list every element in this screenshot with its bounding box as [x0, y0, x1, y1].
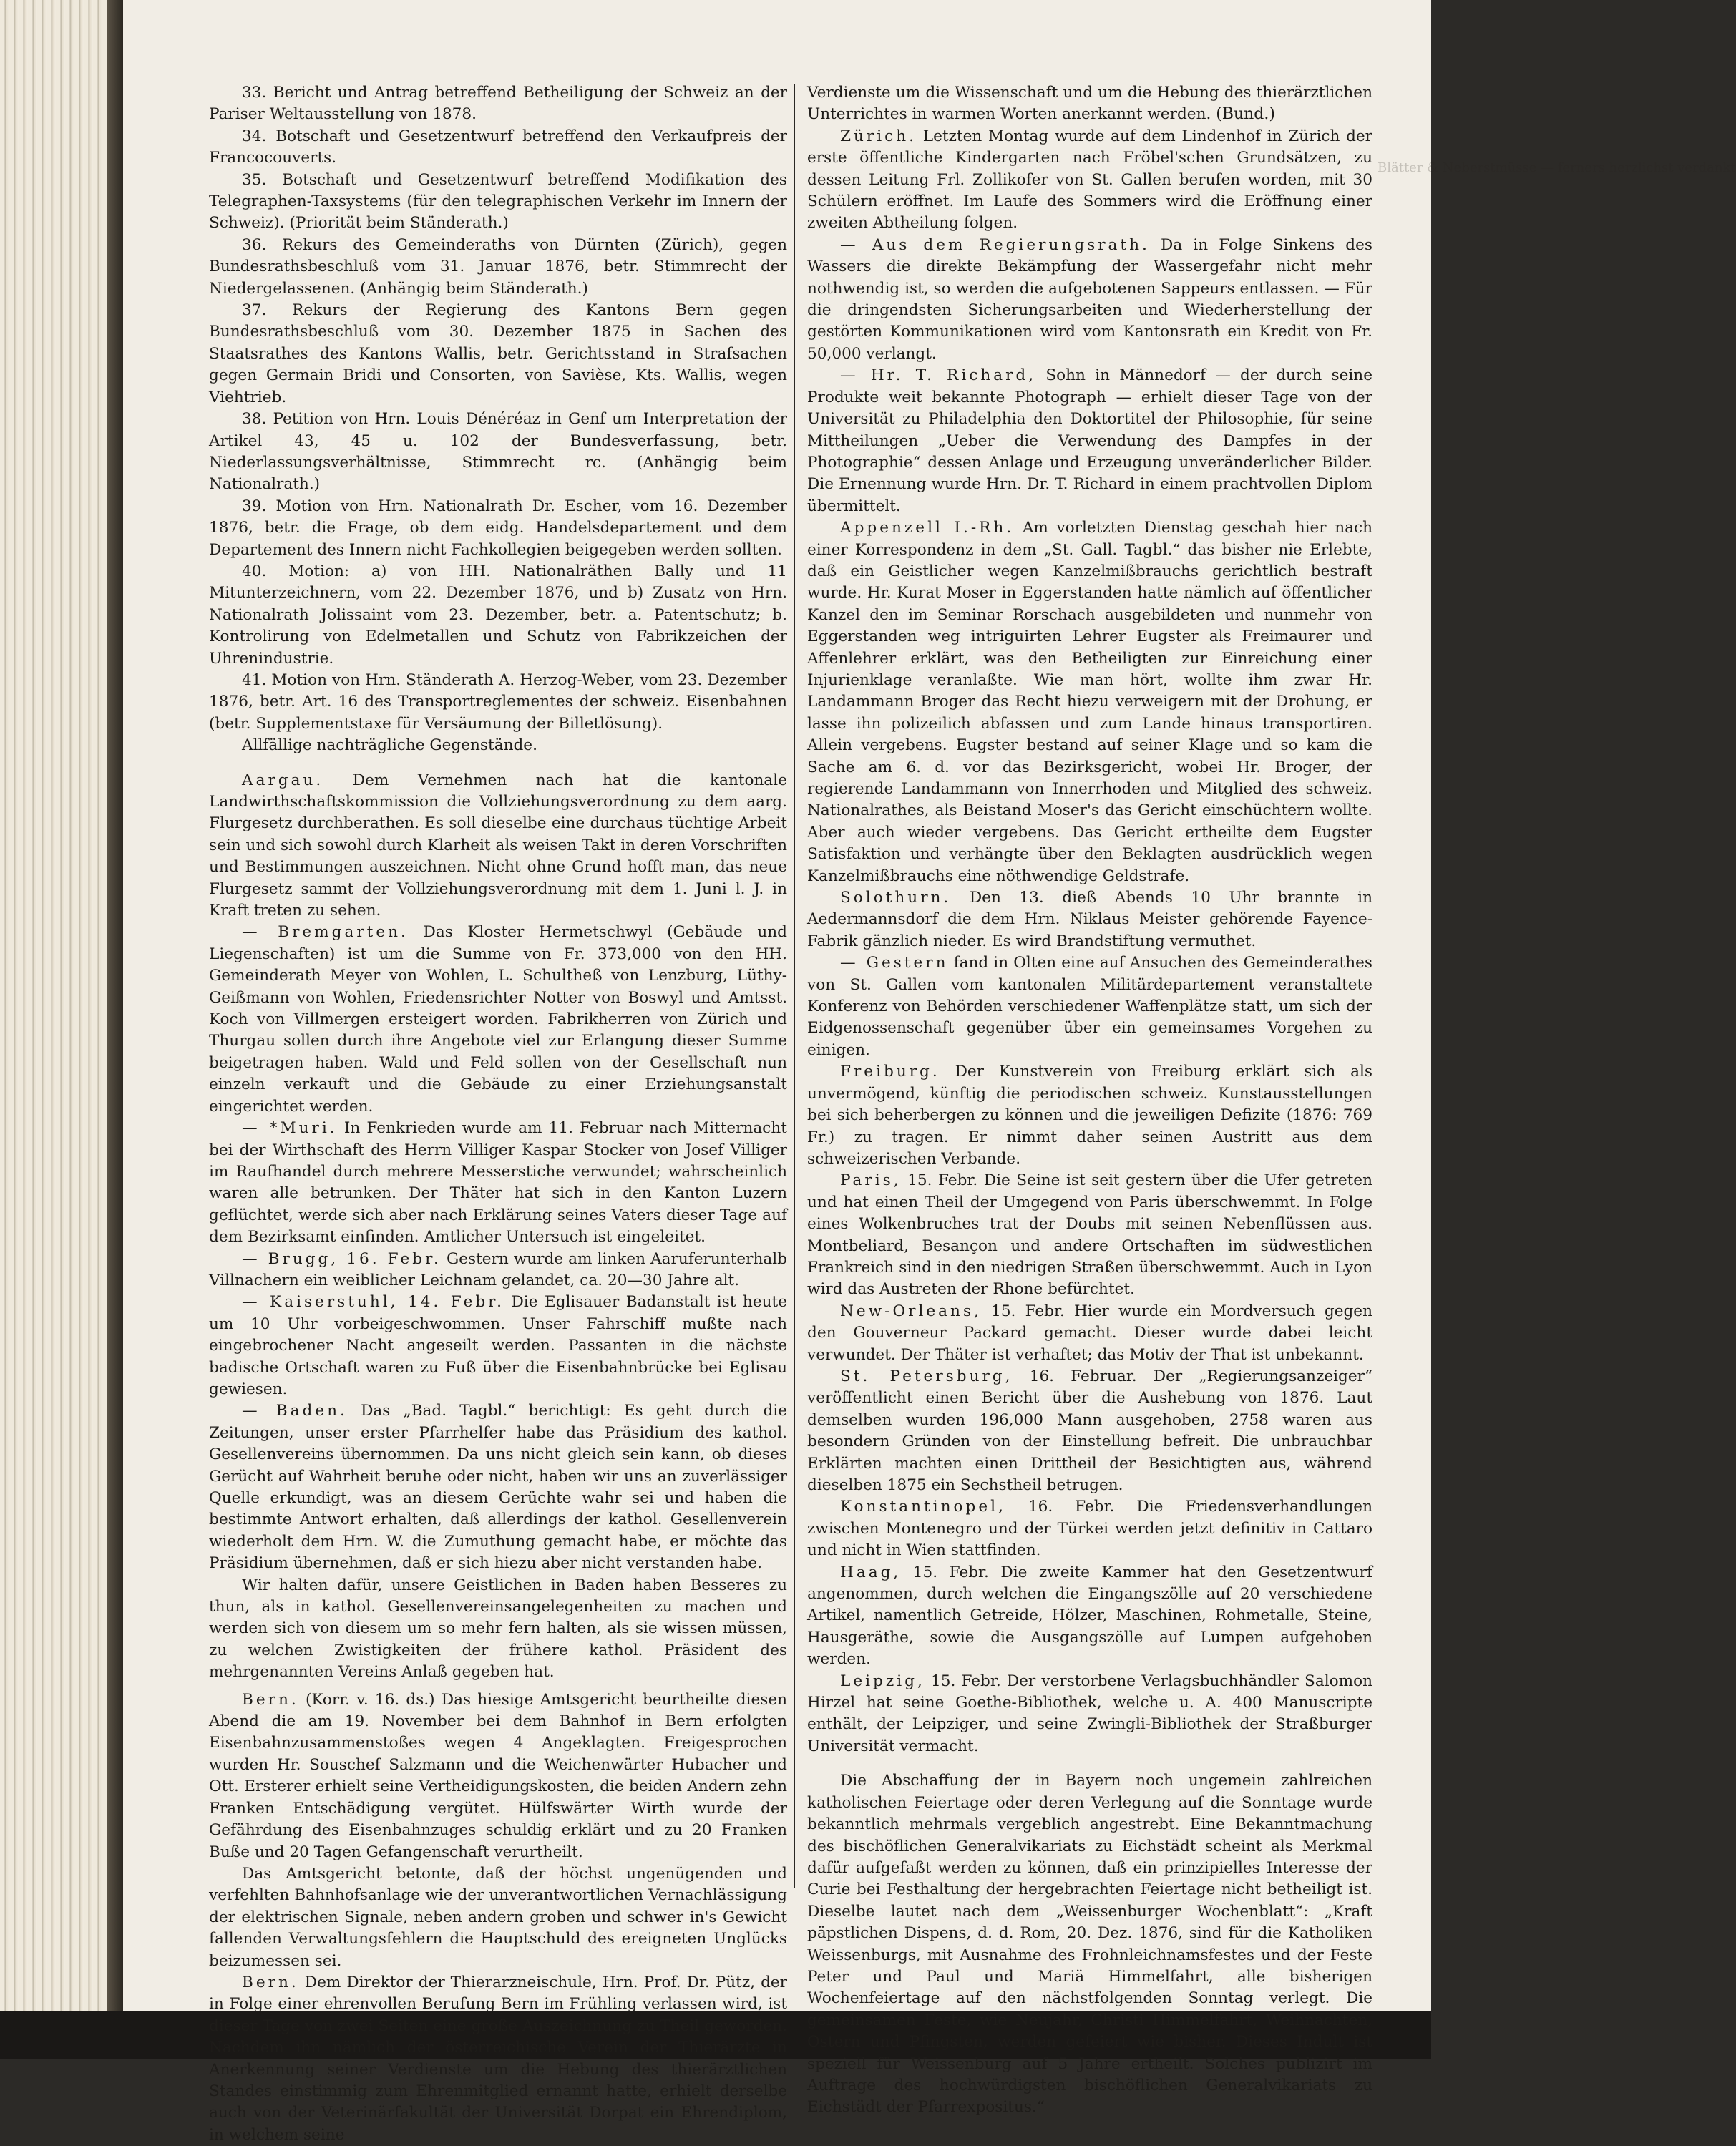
- dateline: Haag,: [840, 1563, 902, 1581]
- dateline: St. Petersburg,: [840, 1367, 1013, 1385]
- article-text: 16. Febr. Die Friedensverhandlungen zwischen Montenegro und der Türkei werden jetzt definitiv in Cattaro und nicht in Wien stattfinden.: [807, 1498, 1372, 1560]
- article-zuerich: [807, 126, 1372, 235]
- dateline: — Gestern: [840, 954, 949, 972]
- article-text: Dem Direktor der Thierarzneischule, Hrn. Prof. Dr. Pütz, der in Folge einer ehrenvollen Berufung Bern im Frühling verlassen wird, ist dieser Tage von zwei Seiten eine große Auszeichnung zu Theil geworden. Nachdem ihn nämlich der österreichische Verein der Thierärzte in Anerkennung seiner Verdienste um die Hebung des thierärztlichen Standes einstimmig zum Ehrenmitglied ernannt hatte, erhielt derselbe auch von der Veterinärfakultät der Universität Dorpat ein Ehrendiplom, in welchem seine: [209, 1973, 787, 2144]
- dateline: New-Orleans,: [840, 1302, 982, 1320]
- dateline: Zürich.: [840, 127, 917, 145]
- dateline: — Aus dem Regierungsrath.: [840, 235, 1150, 254]
- source-attribution: (Bund.): [1216, 105, 1275, 124]
- article-text: fand in Olten eine auf Ansuchen des Gemeinderathes von St. Gallen vom kantonalen Militärdepartement veranstaltete Konferenz von Behörden verschiedener Waffenplätze statt, um sich der Eidgenossenschaft gegenüber über ein gemeinsames Vorgehen zu einigen.: [807, 954, 1373, 1059]
- article-text: Wir halten dafür, unsere Geistlichen in Baden haben Besseres zu thun, als in kathol. Gesellenvereinsangelegenheiten zu machen und werden sich von diesem um so mehr fern halten, als sie wissen müssen, zu welchen Zwistigkeiten der frühere kathol. Präsident des mehrgenannten Vereins Anlaß gegeben hat.: [209, 1576, 787, 1682]
- article-text: 37. Rekurs der Regierung des Kantons Bern gegen Bundesrathsbeschluß vom 30. Dezember 1875 in Sachen des Staatsrathes des Kantons Wallis, betr. Gerichtsstand in Strafsachen gegen Germain Bridi und Consorten, von Savièse, Kts. Wallis, wegen Viehtrieb.: [209, 301, 787, 406]
- article-new-orleans: [807, 1301, 1372, 1366]
- dateline: Bern.: [242, 1690, 299, 1709]
- article-item-misc: [209, 735, 787, 756]
- article-text: 39. Motion von Hrn. Nationalrath Dr. Escher, vom 16. Dezember 1876, betr. die Frage, ob dem eidg. Handelsdepartement und dem Departement des Innern nicht Fachkollegien beigegeben werden sollten.: [209, 497, 787, 559]
- dateline: Paris,: [840, 1171, 902, 1190]
- article-text: 38. Petition von Hrn. Louis Dénéréaz in Genf um Interpretation der Artikel 43, 45 u. 102 der Bundesverfassung, betr. Niederlassungsverhältnisse, Stimmrecht rc. (Anhängig beim Nationalrath.): [209, 410, 787, 494]
- article-item-38: [209, 409, 787, 496]
- dateline: — Baden.: [242, 1402, 348, 1420]
- dateline: Freiburg.: [840, 1063, 940, 1081]
- article-text: Allfällige nachträgliche Gegenstände.: [242, 736, 537, 755]
- article-text: Das Kloster Hermetschwyl (Gebäude und Liegenschaften) ist um die Summe von Fr. 373,000 von den HH. Gemeinderath Meyer von Wohlen, L. Schultheß von Lenzburg, Lüthy-Geißmann von Wohlen, Friedensrichter Notter von Boswyl und Amtsst. Koch von Villmergen ersteigert worden. Fabrikherren von Zürich und Thurgau sollen durch ihre Angebote viel zur Erlangung dieser Summe beigetragen haben. Wald und Feld sollen von der Gesellschaft nun einzeln verkauft und die Gebäude zu einer Erziehungsanstalt eingerichtet werden.: [209, 923, 787, 1116]
- dateline: Aargau.: [242, 771, 324, 789]
- article-bayern: [807, 1770, 1372, 2119]
- article-kaiserstuhl: [209, 1292, 787, 1400]
- article-text: Sohn in Männedorf — der durch seine Produkte weit bekannte Photograph — erhielt dieser Tage von der Universität zu Philadelphia den Doktortitel der Philosophie, für seine Mittheilungen „Ueber die Verwendung des Dampfes in der Photographie“ dessen Anlage und Erzeugung unveränderlicher Bilder. Die Ernennung wurde Hrn. Dr. T. Richard in einem prachtvollen Diplom übermittelt.: [807, 366, 1372, 515]
- bleed-through-text: Blätter & Neberstmüsse — ferners herzlichst verdankt: [1377, 160, 1736, 175]
- article-text: Letzten Montag wurde auf dem Lindenhof in Zürich der erste öffentliche Kindergarten nach Fröbel'schen Grundsätzen, zu dessen Leitung Frl. Zollikofer von St. Gallen berufen worden, mit 30 Schülern eröffnet. Im Laufe des Sommers wird die Eröffnung einer zweiten Abtheilung folgen.: [807, 127, 1372, 233]
- dateline: Leipzig,: [840, 1672, 925, 1690]
- dateline: Konstantinopel,: [840, 1498, 1006, 1516]
- article-bern-1b: [209, 1863, 787, 1972]
- article-text: Da in Folge Sinkens des Wassers die direkte Bekämpfung der Wassergefahr nicht mehr nothwendig ist, so werden die aufgebotenen Sappeurs entlassen. — Für die dringendsten Sicherungsarbeiten und Wiederherstellung der gestörten Kommunikationen wird vom Kantonsrath ein Kredit von Fr. 50,000 verlangt.: [807, 235, 1372, 363]
- article-solothurn: [807, 887, 1372, 952]
- article-text: 34. Botschaft und Gesetzentwurf betreffend den Verkaufpreis der Francocouverts.: [209, 127, 787, 167]
- article-item-36: [209, 235, 787, 300]
- dateline: — *Muri.: [242, 1119, 338, 1138]
- article-text: 41. Motion von Hrn. Ständerath A. Herzog-Weber, vom 23. Dezember 1876, betr. Art. 16 des Transportreglementes der schweiz. Eisenbahnen (betr. Supplementstaxe für Versäumung der Billetlösung).: [209, 670, 787, 733]
- article-item-33: [209, 82, 787, 126]
- article-item-40: [209, 561, 787, 670]
- article-text: Die Eglisauer Badanstalt ist heute um 10 Uhr vorbeigeschwommen. Unser Fahrschiff mußte nach eingebrochener Nacht angeseilt werden. Passanten in die nächste badische Ortschaft waren zu Fuß über die Eisenbahnbrücke bei Eglisau gewiesen.: [209, 1293, 787, 1398]
- article-bern-2: [209, 1972, 787, 2146]
- article-text: Das Amtsgericht betonte, daß der höchst ungenügenden und verfehlten Bahnhofsanlage wie der unverantwortlichen Vernachlässigung der elektrischen Signale, neben andern groben und schwer in's Gewicht fallenden Verwaltungsfehlern die Hauptschuld des ereigneten Unglücks beizumessen sei.: [209, 1864, 787, 1970]
- dateline: — Bremgarten.: [242, 923, 409, 942]
- article-olten: [807, 952, 1372, 1061]
- column-rule: [794, 84, 795, 1888]
- article-item-37: [209, 300, 787, 409]
- article-text: Den 13. dieß Abends 10 Uhr brannte in Aedermannsdorf die dem Hrn. Niklaus Meister gehörende Fayence-Fabrik gänzlich nieder. Es wird Brandstiftung vermuthet.: [807, 889, 1372, 950]
- article-baden: [209, 1400, 787, 1574]
- article-text: Gestern wurde am linken Aaruferunterhalb Villnachern ein weiblicher Leichnam gelandet, ca. 20—30 Jahre alt.: [209, 1249, 787, 1289]
- article-bremgarten: [209, 922, 787, 1118]
- article-text: 36. Rekurs des Gemeinderaths von Dürnten (Zürich), gegen Bundesrathsbeschluß vom 31. Januar 1876, betr. Stimmrecht der Niedergelassenen. (Anhängig beim Ständerath.): [209, 235, 787, 298]
- dateline: — Brugg, 16. Febr.: [242, 1249, 442, 1268]
- dateline: Bern.: [242, 1973, 299, 1991]
- article-baden-2: [209, 1575, 787, 1684]
- dateline: Solothurn.: [840, 889, 952, 907]
- article-paris: [807, 1170, 1372, 1300]
- article-item-39: [209, 496, 787, 561]
- article-item-35: [209, 170, 787, 235]
- dateline: Appenzell I.-Rh.: [840, 519, 1015, 537]
- article-text: Verdienste um die Wissenschaft und um die Hebung des thierärztlichen Unterrichtes in warmen Worten anerkannt werden.: [807, 84, 1372, 124]
- article-leipzig: [807, 1671, 1372, 1758]
- article-text: Dem Vernehmen nach hat die kantonale Landwirthschaftskommission die Vollziehungsverordnung zu dem aarg. Flurgesetz durchberathen. Es soll dieselbe eine durchaus tüchtige Arbeit sein und sich sowohl durch Klarheit als weisen Takt in deren Vorschriften und Bestimmungen auszeichnen. Nicht ohne Grund hofft man, das neue Flurgesetz sammt der Vollziehungsverordnung mit dem 1. Juni l. J. in Kraft treten zu sehen.: [209, 771, 787, 920]
- right-column: [807, 82, 1372, 2119]
- book-binding-edges: [0, 0, 122, 2059]
- article-richard: [807, 365, 1372, 517]
- article-item-34: [209, 126, 787, 170]
- article-text: 16. Februar. Der „Regierungsanzeiger“ veröffentlicht einen Bericht über die Aushebung von 1876. Laut demselben wurden 196,000 Mann ausgehoben, 2758 waren aus besondern Gründen von der Einstellung befreit. Die unbrauchbar Erklärten machten einen Drittheil der Besichtigten aus, während dieselben 1875 ein Sechstheil betrugen.: [807, 1367, 1372, 1494]
- article-text: 15. Febr. Hier wurde ein Mordversuch gegen den Gouverneur Packard gemacht. Dieser wurde dabei leicht verwundet. Der Thäter ist verhaftet; das Motiv der That ist unbekannt.: [807, 1302, 1372, 1364]
- article-appenzell: [807, 517, 1372, 887]
- article-bern-1: [209, 1689, 787, 1863]
- article-text: In Fenkrieden wurde am 11. Februar nach Mitternacht bei der Wirthschaft des Herrn Villiger Kaspar Stocker von Josef Villiger im Raufhandel durch mehrere Messerstiche verwundet; wahrscheinlich waren alle betrunken. Der Thäter hat sich in den Kanton Luzern geflüchtet, werde sich aber nach Erklärung seines Vaters dieser Tage auf dem Bezirksamt einfinden. Amtlicher Untersuch ist eingeleitet.: [209, 1119, 787, 1247]
- article-muri: [209, 1118, 787, 1248]
- article-konstantinopel: [807, 1496, 1372, 1561]
- article-regierungsrath: [807, 235, 1372, 365]
- article-freiburg: [807, 1061, 1372, 1170]
- dateline: — Hr. T. Richard,: [840, 366, 1037, 385]
- article-petersburg: [807, 1366, 1372, 1496]
- article-text: 15. Febr. Der verstorbene Verlagsbuchhändler Salomon Hirzel hat seine Goethe-Bibliothek, welche u. A. 400 Manuscripte enthält, der Leipziger, und seine Zwingli-Bibliothek der Straßburger Universität vermacht.: [807, 1672, 1372, 1755]
- article-brugg: [209, 1249, 787, 1292]
- article-aargau: [209, 770, 787, 922]
- article-text: 33. Bericht und Antrag betreffend Betheiligung der Schweiz an der Pariser Weltausstellung von 1878.: [209, 84, 787, 124]
- article-text: Die Abschaffung der in Bayern noch ungemein zahlreichen katholischen Feiertage oder deren Verlegung auf die Sonntage wurde bekanntlich mehrmals vergeblich angestrebt. Eine Bekanntmachung des bischöflichen Generalvikariats zu Eichstädt scheint als Merkmal dafür aufgefaßt werden zu können, daß ein prinzipielles Interesse der Curie bei Festhaltung der hergebrachten Feiertage nicht betheiligt ist. Dieselbe lautet nach dem „Weissenburger Wochenblatt“: „Kraft päpstlichen Dispens, d. d. Rom, 20. Dez. 1876, sind für die Katholiken Weissenburgs, mit Ausnahme des Frohnleichnamsfestes und der Feste Peter und Paul und Mariä Himmelfahrt, alle bisherigen Wochenfeiertage auf den nächstfolgenden Sonntag verlegt. Die gemeinsamen Feste, wie Neujahr, Christi Himmelfahrt, Weihnachten, Ostern und Pfingsten, werden gefeiert wie bisher. Dieses Indult ist speziell für Weissenburg auf 5 Jahre ertheilt. Solches publizirt im Auftrage des hochwürdigsten bischöflichen Generalvikariats zu Eichstädt der Pfarrexpositus.“: [807, 1772, 1372, 2117]
- article-text: 15. Febr. Die Seine ist seit gestern über die Ufer getreten und hat einen Theil der Umgegend von Paris überschwemmt. In Folge eines Wolkenbruches trat der Doubs mit seinen Nebenflüssen aus. Montbeliard, Besançon und andere Ortschaften im südwestlichen Frankreich sind in den niedrigen Straßen überschwemmt. Auch in Lyon wird das Austreten der Rhone befürchtet.: [807, 1171, 1372, 1299]
- dateline: — Kaiserstuhl, 14. Febr.: [242, 1293, 504, 1312]
- article-item-41: [209, 670, 787, 735]
- article-text: Der Kunstverein von Freiburg erklärt sich als unvermögend, künftig die periodischen schweiz. Kunstausstellungen bei sich beherbergen zu können und die jeweiligen Defizite (1876: 769 Fr.) zu tragen. Er nimmt daher seinen Austritt aus dem schweizerischen Verbande.: [807, 1063, 1373, 1168]
- article-text: (Korr. v. 16. ds.) Das hiesige Amtsgericht beurtheilte diesen Abend die am 19. November bei dem Bahnhof in Bern erfolgten Eisenbahnzusammenstoßes wegen 4 Angeklagten. Freigesprochen wurden Hr. Souschef Salzmann und die Weichenwärter Hubacher und Ott. Ersterer erhielt seine Vertheidigungskosten, die beiden Andern zehn Franken Entschädigung vergütet. Hülfswärter Wirth wurde der Gefährdung des Eisenbahnzuges schuldig erklärt und zu 20 Franken Buße und 20 Tagen Gefangenschaft verurtheilt.: [209, 1690, 788, 1861]
- article-bern-2-cont: [807, 82, 1372, 126]
- left-column: [209, 82, 787, 2146]
- article-text: 40. Motion: a) von HH. Nationalräthen Bally und 11 Mitunterzeichnern, vom 22. Dezember 1876, und b) Zusatz von Hrn. Nationalrath Jolissaint vom 23. Dezember, betr. a. Patentschutz; b. Kontrolirung von Edelmetallen und Schutz von Fabrikzeichen der Uhrenindustrie.: [209, 562, 787, 668]
- article-text: 35. Botschaft und Gesetzentwurf betreffend Modifikation des Telegraphen-Taxsystems (für den telegraphischen Verkehr im Innern der Schweiz). (Priorität beim Ständerath.): [209, 170, 787, 233]
- article-haag: [807, 1562, 1372, 1671]
- article-text: 15. Febr. Die zweite Kammer hat den Gesetzentwurf angenommen, durch welchen die Eingangszölle auf 20 verschiedene Artikel, namentlich Getreide, Hölzer, Maschinen, Rohmetalle, Steine, Hausgeräthe, sowie die Ausgangszölle auf Lumpen aufgehoben werden.: [807, 1563, 1372, 1669]
- article-text: Das „Bad. Tagbl.“ berichtigt: Es geht durch die Zeitungen, unser erster Pfarrhelfer habe das Präsidium des kathol. Gesellenvereins übernommen. Da uns nicht gleich sein kann, ob dieses Gerücht auf Wahrheit beruhe oder nicht, haben wir uns an zuverlässiger Quelle erkundigt, was an diesem Gerüchte wahr sei und haben die bestimmte Antwort erhalten, daß allerdings der kathol. Gesellenverein wiederholt dem Hrn. W. die Zumuthung gemacht habe, er möchte das Präsidium übernehmen, daß er sich hiezu aber nicht verstanden habe.: [209, 1402, 787, 1573]
- article-text: Am vorletzten Dienstag geschah hier nach einer Korrespondenz in dem „St. Gall. Tagbl.“ das bisher nie Erlebte, daß ein Geistlicher wegen Kanzelmißbrauchs gerichtlich bestraft wurde. Hr. Kurat Moser in Eggerstanden hatte nämlich auf öffentlicher Kanzel den im Seminar Rorschach ausgebildeten und nunmehr von Eggerstanden weg intriguirten Lehrer Eugster als Freimaurer und Affenlehrer erklärt, was den Betheiligten zur Einreichung einer Injurienklage veranlaßte. Wie man hört, wollte ihm zwar Hr. Landammann Broger das Recht hiezu verweigern mit der Drohung, er lasse ihn polizeilich abfassen und zum Lande hinaus transportiren. Allein vergebens. Eugster bestand auf seiner Klage und so kam die Sache am 6. d. vor das Bezirksgericht, wobei Hr. Broger, der regierende Landammann von Innerrhoden und Mitglied des schweiz. Nationalrathes, als Beistand Moser's das Gericht einschüchtern wollte. Aber auch wieder vergebens. Das Gericht ertheilte dem Eugster Satisfaktion und verhängte über den Beklagten ausdrücklich wegen Kanzelmißbrauchs eine nöthwendige Geldstrafe.: [807, 519, 1372, 885]
